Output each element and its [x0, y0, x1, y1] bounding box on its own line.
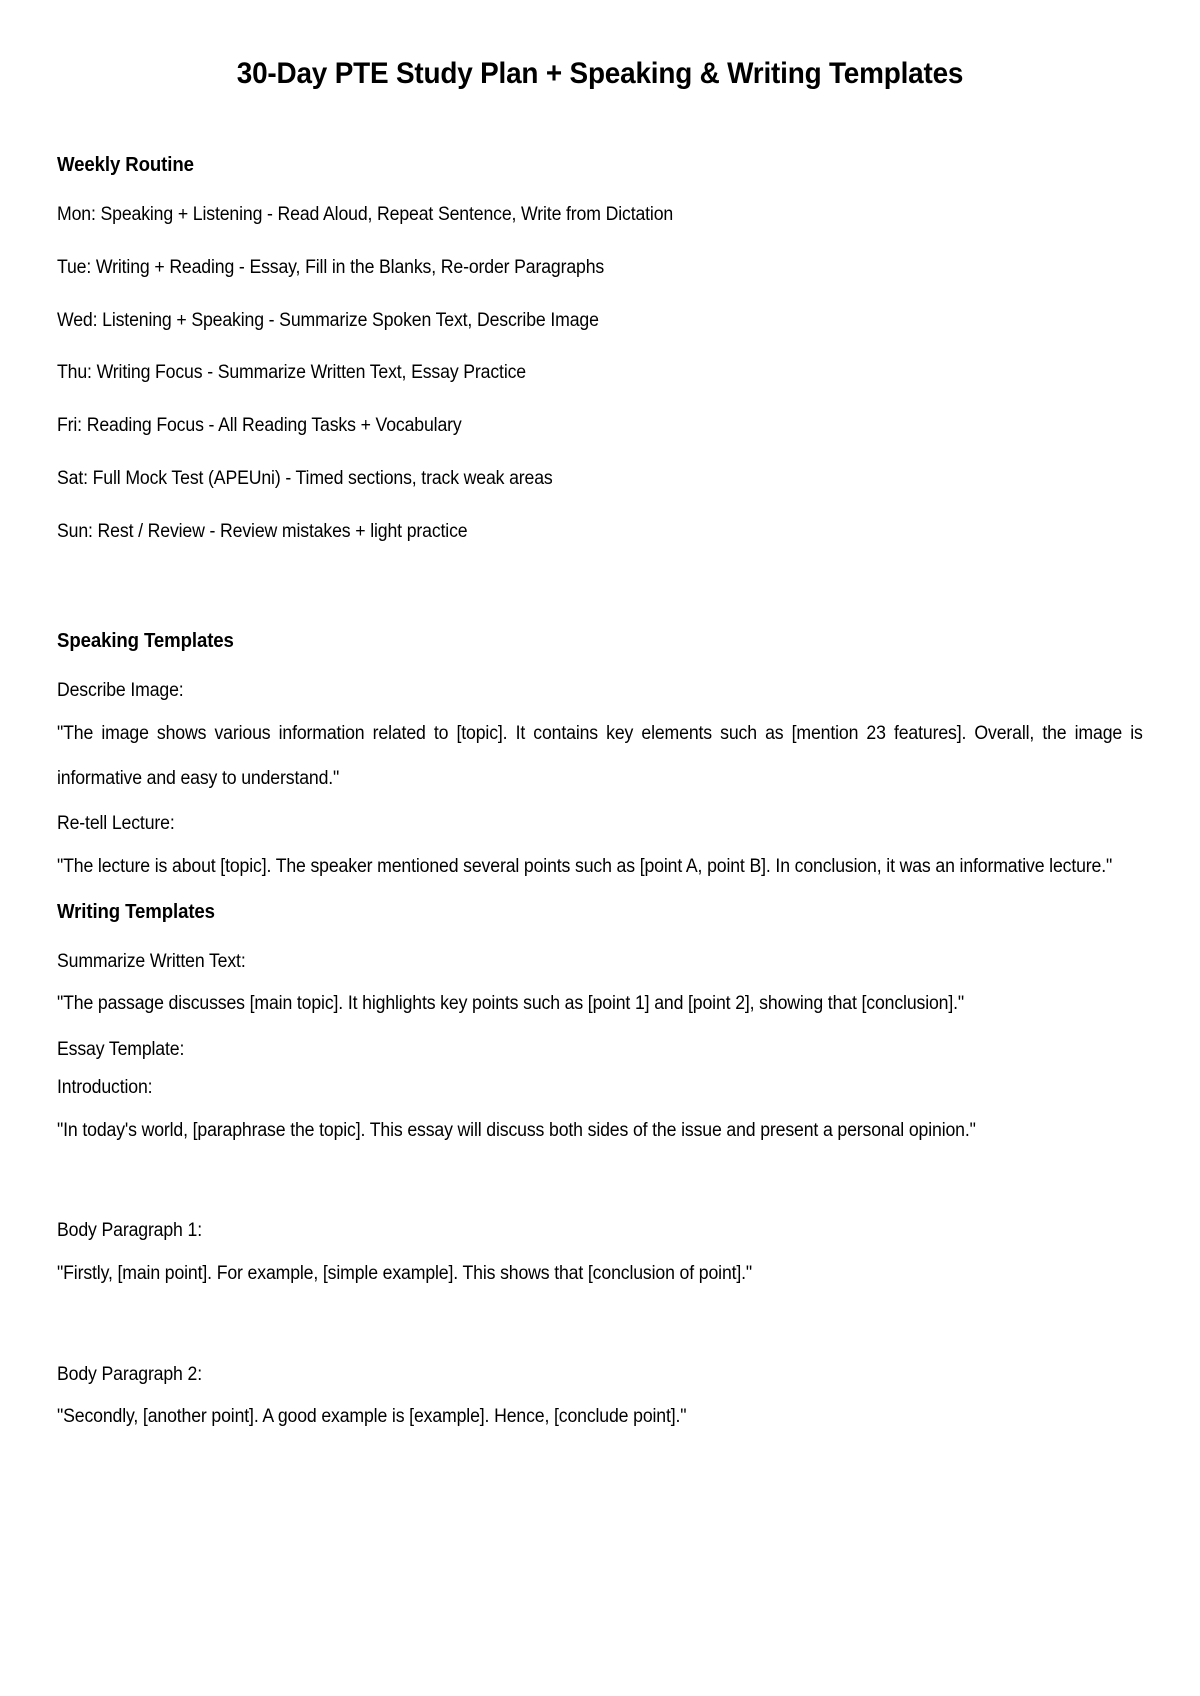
spacer [57, 703, 1143, 712]
routine-item-sat: Sat: Full Mock Test (APEUni) - Timed sections, track weak areas [57, 467, 553, 489]
spacer [57, 836, 1143, 845]
label-introduction: Introduction: [57, 1076, 153, 1098]
template-body-paragraph-2: "Secondly, [another point]. A good example is [example]. Hence, [conclude point]." [57, 1406, 687, 1428]
label-body-paragraph-1: Body Paragraph 1: [57, 1220, 202, 1242]
label-essay-template: Essay Template: [57, 1039, 185, 1061]
spacer [57, 801, 1143, 812]
routine-item-mon: Mon: Speaking + Listening - Read Aloud, Repeat Sentence, Write from Dictation [57, 204, 674, 225]
spacer [57, 1243, 1143, 1252]
section-heading-speaking-templates: Speaking Templates [57, 630, 234, 653]
routine-item-sun: Sun: Rest / Review - Review mistakes + light practice [57, 520, 468, 542]
spacer-after-title [57, 92, 1143, 154]
spacer [57, 890, 1143, 901]
spacer [57, 1386, 1143, 1395]
template-introduction: "In today's world, [paraphrase the topic]. This essay will discuss both sides of the issue and present a personal opinion." [57, 1119, 976, 1141]
section-heading-writing-templates: Writing Templates [57, 900, 215, 923]
spacer [57, 924, 1143, 950]
spacer [57, 653, 1143, 679]
spacer [57, 572, 1143, 630]
spacer [57, 1100, 1143, 1109]
routine-item-wed: Wed: Listening + Speaking - Summarize Spoken Text, Describe Image [57, 309, 599, 331]
label-describe-image: Describe Image: [57, 680, 184, 702]
label-body-paragraph-2: Body Paragraph 2: [57, 1363, 202, 1385]
spacer [57, 973, 1143, 982]
routine-item-thu: Thu: Writing Focus - Summarize Written Text, Essay Practice [57, 362, 527, 384]
label-summarize-written-text: Summarize Written Text: [57, 950, 246, 972]
label-retell-lecture: Re-tell Lecture: [57, 813, 175, 835]
routine-item-fri: Fri: Reading Focus - All Reading Tasks + Vocabulary [57, 415, 462, 436]
spacer [57, 1027, 1143, 1038]
weekly-routine-list [57, 203, 1143, 543]
spacer [57, 1062, 1143, 1076]
spacer [57, 1297, 1143, 1363]
spacer [57, 1153, 1143, 1219]
template-body-paragraph-1: "Firstly, [main point]. For example, [simple example]. This shows that [conclusion of point]." [57, 1262, 753, 1284]
template-describe-image: "The image shows various information related to [topic]. It contains key elements such as [mention 23 features]. Overall, the image is informative and easy to understand." [57, 723, 1143, 789]
section-heading-weekly-routine: Weekly Routine [57, 154, 194, 176]
template-summarize-written-text: "The passage discusses [main topic]. It highlights key points such as [point 1] and [point 2], showing that [conclusion]." [57, 993, 965, 1015]
template-retell-lecture: "The lecture is about [topic]. The speaker mentioned several points such as [point A, point B]. In conclusion, it was an informative lecture." [57, 856, 1113, 878]
routine-item-tue: Tue: Writing + Reading - Essay, Fill in the Blanks, Re-order Paragraphs [57, 256, 605, 278]
page-title: 30-Day PTE Study Plan + Speaking & Writing Templates [236, 57, 964, 90]
spacer [57, 177, 1143, 203]
